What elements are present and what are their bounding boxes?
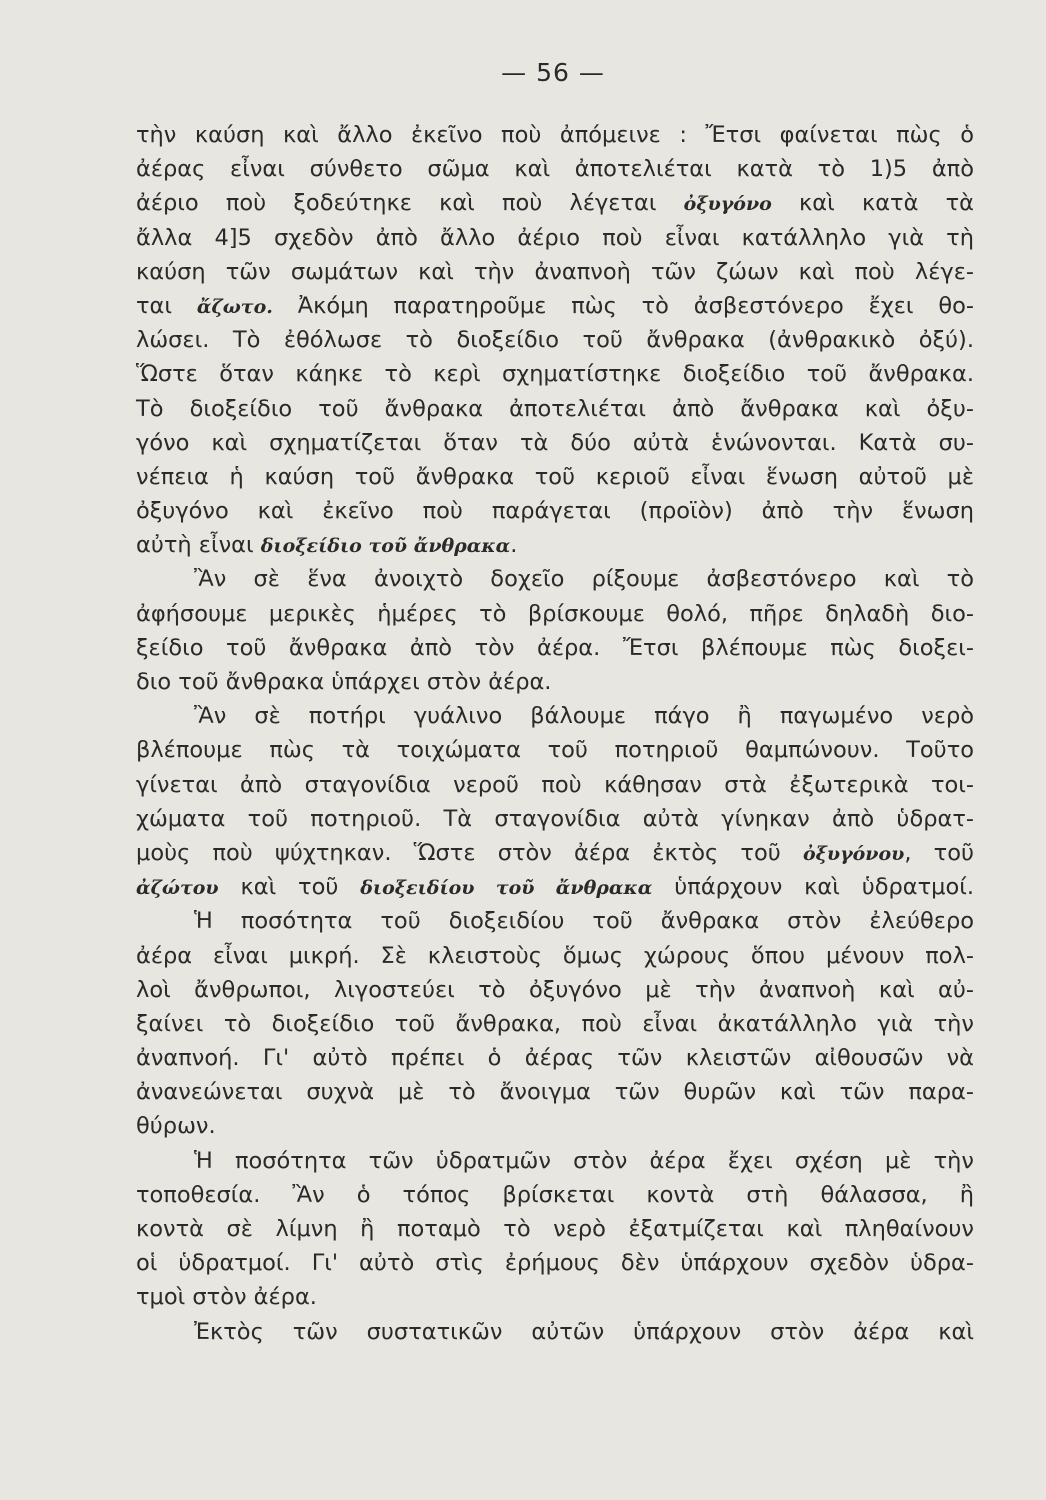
text-run: αὐτὴ εἶναι: [136, 532, 261, 559]
text-run: καὶ κατὰ τὰ: [771, 190, 974, 217]
text-line: λοὶ ἄνθρωποι, λιγοστεύει τὸ ὀξυγόνο μὲ τὴν ἀναπνοὴ καὶ αὐ-: [136, 976, 974, 1003]
text-line: γίνεται ἀπὸ σταγονίδια νεροῦ ποὺ κάθησαν στὰ ἐξωτερικὰ τοι-: [136, 771, 974, 798]
text-line: ἄλλα 4]5 σχεδὸν ἀπὸ ἄλλο ἀέριο ποὺ εἶναι κατάλληλο γιὰ τὴ: [136, 224, 974, 251]
text-line: Ἡ ποσότητα τοῦ διοξειδίου τοῦ ἄνθρακα στὸν ἐλεύθερο: [194, 908, 974, 935]
text-line: Ἡ ποσότητα τῶν ὑδρατμῶν στὸν ἀέρα ἔχει σχέση μὲ τὴν: [194, 1147, 974, 1174]
text-line: ξείδιο τοῦ ἄνθρακα ἀπὸ τὸν ἀέρα. Ἔτσι βλέπουμε πὼς διοξει-: [136, 634, 974, 661]
text-line: Τὸ διοξείδιο τοῦ ἄνθρακα ἀποτελιέται ἀπὸ ἄνθρακα καὶ ὀξυ-: [136, 395, 974, 422]
text-line: οἱ ὑδρατμοί. Γι' αὐτὸ στὶς ἐρήμους δὲν ὑπάρχουν σχεδὸν ὑδρα-: [136, 1250, 974, 1277]
emphasized-term: ἀζώτου: [136, 877, 219, 900]
text-run: ται: [136, 292, 197, 319]
text-line: βλέπουμε πὼς τὰ τοιχώματα τοῦ ποτηριοῦ θαμπώνουν. Τοῦτο: [136, 737, 974, 764]
text-run: μοὺς ποὺ ψύχτηκαν. Ὥστε στὸν ἀέρα ἐκτὸς τοῦ: [136, 839, 803, 866]
emphasized-term: ὀξυγόνο: [683, 193, 772, 216]
text-line: τὴν καύση καὶ ἄλλο ἐκεῖνο ποὺ ἀπόμεινε : Ἔτσι φαίνεται πὼς ὁ: [136, 122, 974, 148]
text-line: κοντὰ σὲ λίμνη ἢ ποταμὸ τὸ νερὸ ἐξατμίζεται καὶ πληθαίνουν: [136, 1216, 974, 1242]
text-line: [136, 836, 974, 870]
emphasized-term: διοξείδιο τοῦ ἄνθρακα: [260, 535, 511, 558]
text-line: ἀναπνοή. Γι' αὐτὸ πρέπει ὁ ἀέρας τῶν κλειστῶν αἰθουσῶν νὰ: [136, 1045, 974, 1072]
emphasized-term: ἄζωτο.: [196, 295, 273, 318]
text-line: [136, 186, 974, 220]
text-line: [136, 289, 974, 323]
text-line: Ἐκτὸς τῶν συστατικῶν αὐτῶν ὑπάρχουν στὸν ἀέρα καὶ: [194, 1318, 974, 1345]
text-line: ἀνανεώνεται συχνὰ μὲ τὸ ἄνοιγμα τῶν θυρῶν καὶ τῶν παρα-: [136, 1079, 974, 1106]
text-line: [136, 870, 974, 904]
text-line: τοποθεσία. Ἂν ὁ τόπος βρίσκεται κοντὰ στὴ θάλασσα, ἢ: [136, 1181, 974, 1208]
text-line: διο τοῦ ἄνθρακα ὑπάρχει στὸν ἀέρα.: [136, 669, 552, 695]
page-number: — 56 —: [501, 58, 605, 87]
text-run: ἀέριο ποὺ ξοδεύτηκε καὶ ποὺ λέγεται: [136, 190, 684, 217]
text-line: ἀέρα εἶναι μικρή. Σὲ κλειστοὺς ὅμως χώρους ὅπου μένουν πολ-: [136, 942, 974, 969]
text-run: , τοῦ: [904, 839, 974, 866]
text-line: Ἂν σὲ ποτήρι γυάλινο βάλουμε πάγο ἢ παγωμένο νερὸ: [194, 703, 974, 730]
emphasized-term: ὀξυγόνου: [802, 842, 905, 865]
text-line: νέπεια ἡ καύση τοῦ ἄνθρακα τοῦ κεριοῦ εἶναι ἕνωση αὐτοῦ μὲ: [136, 463, 974, 490]
text-run: ὑπάρχουν καὶ ὑδρατμοί.: [652, 874, 974, 901]
text-line: ἀέρας εἶναι σύνθετο σῶμα καὶ ἀποτελιέται κατὰ τὸ 1)5 ἀπὸ: [136, 156, 974, 183]
text-line: χώματα τοῦ ποτηριοῦ. Τὰ σταγονίδια αὐτὰ γίνηκαν ἀπὸ ὑδρατ-: [136, 805, 974, 832]
text-run: .: [510, 532, 518, 559]
text-line: [136, 528, 974, 562]
text-line: γόνο καὶ σχηματίζεται ὅταν τὰ δύο αὐτὰ ἑνώνονται. Κατὰ συ-: [136, 429, 974, 456]
text-line: ὀξυγόνο καὶ ἐκεῖνο ποὺ παράγεται (προϊὸν) ἀπὸ τὴν ἕνωση: [136, 498, 974, 525]
text-run: Ἀκόμη παρατηροῦμε πὼς τὸ ἀσβεστόνερο ἔχει θο-: [272, 292, 974, 319]
text-line: ξαίνει τὸ διοξείδιο τοῦ ἄνθρακα, ποὺ εἶναι ἀκατάλληλο γιὰ τὴν: [136, 1010, 974, 1037]
text-line: Ἂν σὲ ἕνα ἀνοιχτὸ δοχεῖο ρίξουμε ἀσβεστόνερο καὶ τὸ: [194, 566, 974, 593]
text-line: τμοὶ στὸν ἀέρα.: [136, 1284, 317, 1311]
text-line: θύρων.: [136, 1113, 216, 1140]
emphasized-term: διοξειδίου τοῦ ἄνθρακα: [360, 877, 653, 900]
text-line: λώσει. Τὸ ἐθόλωσε τὸ διοξείδιο τοῦ ἄνθρακα (ἀνθρακικὸ ὀξύ).: [136, 327, 974, 354]
body-text: [136, 118, 974, 1349]
text-line: ἀφήσουμε μερικὲς ἡμέρες τὸ βρίσκουμε θολό, πῆρε δηλαδὴ διο-: [136, 600, 974, 627]
text-run: καὶ τοῦ: [218, 874, 361, 901]
text-line: Ὥστε ὅταν κάηκε τὸ κερὶ σχηματίστηκε διοξείδιο τοῦ ἄνθρακα.: [136, 361, 974, 388]
text-line: καύση τῶν σωμάτων καὶ τὴν ἀναπνοὴ τῶν ζώων καὶ ποὺ λέγε-: [136, 258, 974, 285]
